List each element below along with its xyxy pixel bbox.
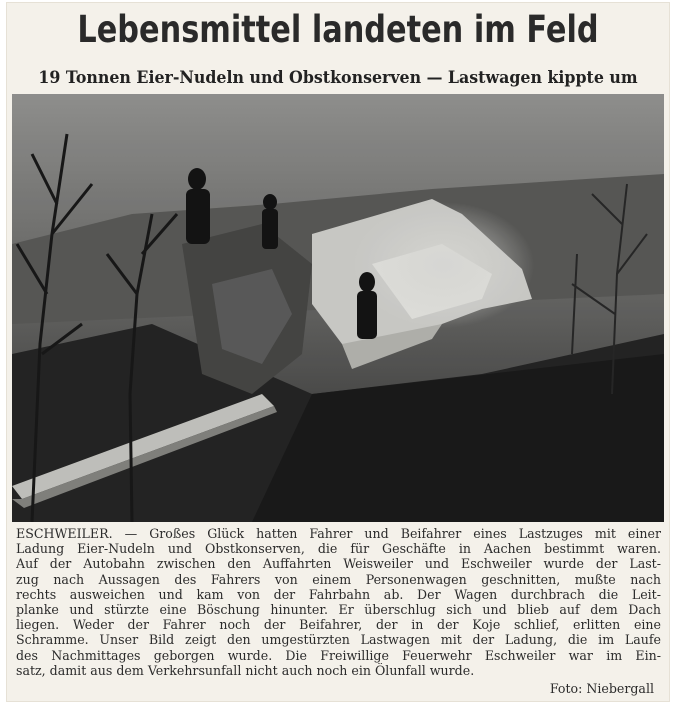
article-line: Auf der Autobahn zwischen den Auffahrten Weisweiler und Eschweiler wurde der Last- — [16, 556, 661, 572]
overturned-truck-photo — [12, 94, 664, 522]
newspaper-clipping — [6, 2, 670, 702]
article-line: satz, damit aus dem Verkehrsunfall nicht auch noch ein Ölunfall wurde. — [16, 662, 475, 678]
headline: Lebensmittel landeten im Feld — [77, 8, 599, 51]
article-line: liegen. Weder der Fahrer noch der Beifahrer, der in der Koje schlief, erlitten eine — [16, 617, 661, 633]
article-line: Schramme. Unser Bild zeigt den umgestürzten Lastwagen mit der Ladung, die im Laufe — [16, 632, 661, 648]
article-line: des Nachmittages geborgen wurde. Die Freiwillige Feuerwehr Eschweiler war im Ein- — [16, 647, 661, 663]
article-line: Ladung Eier-Nudeln und Obstkonserven, die für Geschäfte in Aachen bestimmt waren. — [16, 541, 661, 557]
article-line: ESCHWEILER. — Großes Glück hatten Fahrer und Beifahrer eines Lastzuges mit einer — [16, 526, 661, 541]
news-photo — [12, 94, 664, 522]
article-body — [16, 526, 661, 678]
subheadline: 19 Tonnen Eier-Nudeln und Obstkonserven — Lastwagen kippte um — [38, 68, 638, 88]
article-line: zug nach Aussagen des Fahrers von einem Personenwagen geschnitten, mußte nach — [16, 571, 661, 587]
article-line: planke und stürzte eine Böschung hinunter. Er überschlug sich und blieb auf dem Dach — [16, 602, 661, 618]
article-line: rechts ausweichen und kam von der Fahrbahn ab. Der Wagen durchbrach die Leit- — [16, 586, 661, 602]
photo-credit: Foto: Niebergall — [549, 681, 654, 696]
